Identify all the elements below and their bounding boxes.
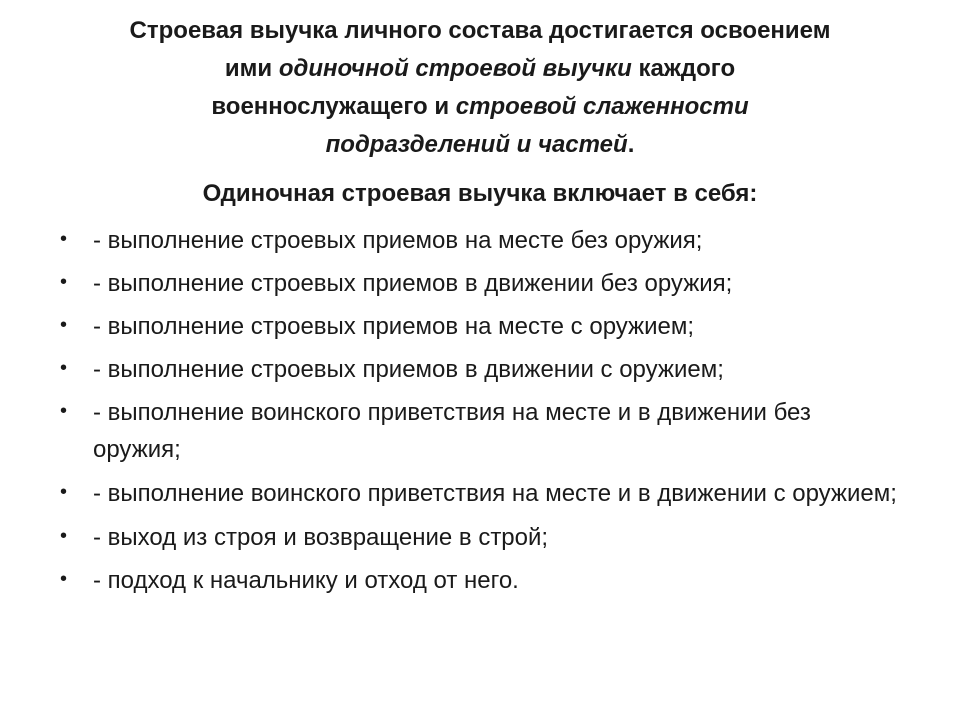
heading-line-4 <box>60 126 900 164</box>
bullet-icon: • <box>60 228 68 250</box>
heading-line-1: Строевая выучка личного состава достигается освоением <box>129 17 831 44</box>
list-item-text: - выполнение строевых приемов в движении без оружия; <box>93 270 733 297</box>
list-item <box>0 308 960 345</box>
list-item-text: - выполнение воинского приветствия на месте и в движении с оружием; <box>93 480 897 507</box>
heading-text: каждого <box>631 55 736 82</box>
heading-line-3 <box>60 88 900 126</box>
heading-text: ими <box>224 55 279 82</box>
list-item <box>0 222 960 259</box>
heading-emphasis: подразделений и частей <box>325 131 628 158</box>
list-item-text: - выход из строя и возвращение в строй; <box>93 524 549 551</box>
bullet-icon: • <box>60 568 68 590</box>
list-item <box>0 265 960 302</box>
heading-emphasis: строевой слаженности <box>455 93 749 120</box>
list-item-text: - выполнение воинского приветствия на месте и в движении без оружия; <box>93 399 811 463</box>
slide-heading <box>60 12 900 164</box>
heading-text: . <box>627 131 635 158</box>
heading-text: военнослужащего и <box>211 93 456 120</box>
list-item <box>0 351 960 388</box>
bullet-icon: • <box>60 525 68 547</box>
bullet-icon: • <box>60 400 68 422</box>
heading-emphasis: одиночной строевой выучки <box>278 55 632 82</box>
list-item-text: - выполнение строевых приемов на месте с оружием; <box>93 313 695 340</box>
bullet-icon: • <box>60 357 68 379</box>
list-item-text: - подход к начальнику и отход от него. <box>93 567 519 594</box>
bullet-icon: • <box>60 271 68 293</box>
list-item <box>0 475 960 512</box>
section-subheading: Одиночная строевая выучка включает в себя: <box>202 180 758 207</box>
list-item-text: - выполнение строевых приемов на месте без оружия; <box>93 227 703 254</box>
bullet-icon: • <box>60 481 68 503</box>
bullet-list <box>0 222 960 605</box>
list-item <box>0 519 960 556</box>
list-item-text: - выполнение строевых приемов в движении с оружием; <box>93 356 724 383</box>
heading-line-2 <box>60 50 900 88</box>
bullet-icon: • <box>60 314 68 336</box>
list-item <box>0 562 960 599</box>
list-item <box>0 394 960 468</box>
